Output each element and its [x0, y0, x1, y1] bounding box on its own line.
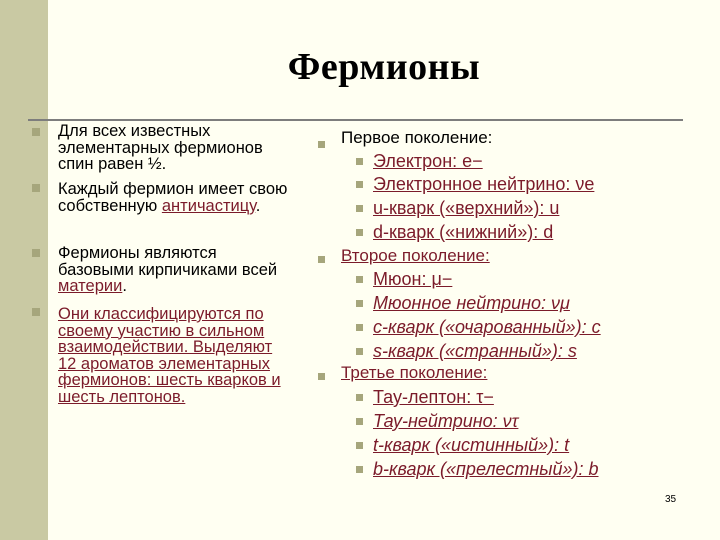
- gen2-item-c-quark[interactable]: c-кварк («очарованный»): c: [373, 317, 601, 337]
- left-item-matter-end: .: [122, 277, 127, 295]
- gen1-item-u-quark[interactable]: u-кварк («верхний»): u: [373, 198, 560, 218]
- sub-bullet-icon: [356, 418, 363, 425]
- antiparticle-link[interactable]: античастицу: [161, 196, 256, 215]
- gen2-item-s-quark[interactable]: s-кварк («странный»): s: [373, 341, 577, 361]
- gen1-title: Первое поколение:: [341, 128, 493, 147]
- gen1-item-d-quark[interactable]: d-кварк («нижний»): d: [373, 222, 554, 242]
- left-item-classification-text: Они классифицируются по своему участию в сильном взаимодействии. Выделяют 12 ароматов элементарных фермионов: шесть кварков и шесть лептонов.: [58, 305, 281, 406]
- left-item-antiparticle-end: .: [255, 196, 261, 215]
- bullet-icon: [318, 373, 325, 380]
- left-item-spin: [58, 123, 294, 173]
- left-item-spin-text: Для всех известных элементарных фермионов спин равен ½.: [58, 122, 263, 173]
- sidebar-band: [0, 0, 48, 540]
- gen3-title[interactable]: Третье поколение:: [341, 363, 488, 382]
- gen3-item-b-quark[interactable]: b-кварк («прелестный»): b: [373, 459, 599, 479]
- gen3-item-tau-neutrino[interactable]: Тау-нейтрино: ντ: [373, 411, 519, 431]
- bullet-icon: [32, 128, 40, 136]
- sub-bullet-icon: [356, 181, 363, 188]
- sub-bullet-icon: [356, 229, 363, 236]
- slide-title: Фермионы: [287, 46, 481, 88]
- gen1-item-electron-neutrino[interactable]: Электронное нейтрино: νe: [373, 174, 595, 194]
- left-item-matter-text: Фермионы являются базовыми кирпичиками всей: [58, 244, 278, 279]
- sub-bullet-icon: [356, 348, 363, 355]
- left-item-antiparticle: [58, 181, 294, 214]
- sub-bullet-icon: [356, 276, 363, 283]
- gen2-title[interactable]: Второе поколение:: [341, 246, 490, 265]
- gen1-item-electron[interactable]: Электрон: e−: [373, 151, 483, 171]
- sub-bullet-icon: [356, 324, 363, 331]
- title-divider: [28, 119, 683, 121]
- left-item-matter: [58, 245, 294, 295]
- bullet-icon: [32, 249, 40, 257]
- sub-bullet-icon: [356, 205, 363, 212]
- page-number: 35: [665, 494, 677, 505]
- gen3-item-tau[interactable]: Тау-лептон: τ−: [373, 387, 494, 407]
- bullet-icon: [318, 141, 325, 148]
- sub-bullet-icon: [356, 300, 363, 307]
- bullet-icon: [318, 256, 325, 263]
- gen2-item-muon[interactable]: Мюон: μ−: [373, 269, 453, 289]
- sub-bullet-icon: [356, 394, 363, 401]
- matter-link[interactable]: материи: [58, 277, 123, 295]
- gen2-item-muon-neutrino[interactable]: Мюонное нейтрино: νμ: [373, 293, 570, 313]
- gen3-item-t-quark[interactable]: t-кварк («истинный»): t: [373, 435, 570, 455]
- left-item-antiparticle-text: Каждый фермион имеет свою собственную: [58, 180, 288, 215]
- sub-bullet-icon: [356, 442, 363, 449]
- bullet-icon: [32, 308, 40, 316]
- bullet-icon: [32, 184, 40, 192]
- left-item-classification-link[interactable]: [58, 306, 290, 405]
- sub-bullet-icon: [356, 158, 363, 165]
- sub-bullet-icon: [356, 466, 363, 473]
